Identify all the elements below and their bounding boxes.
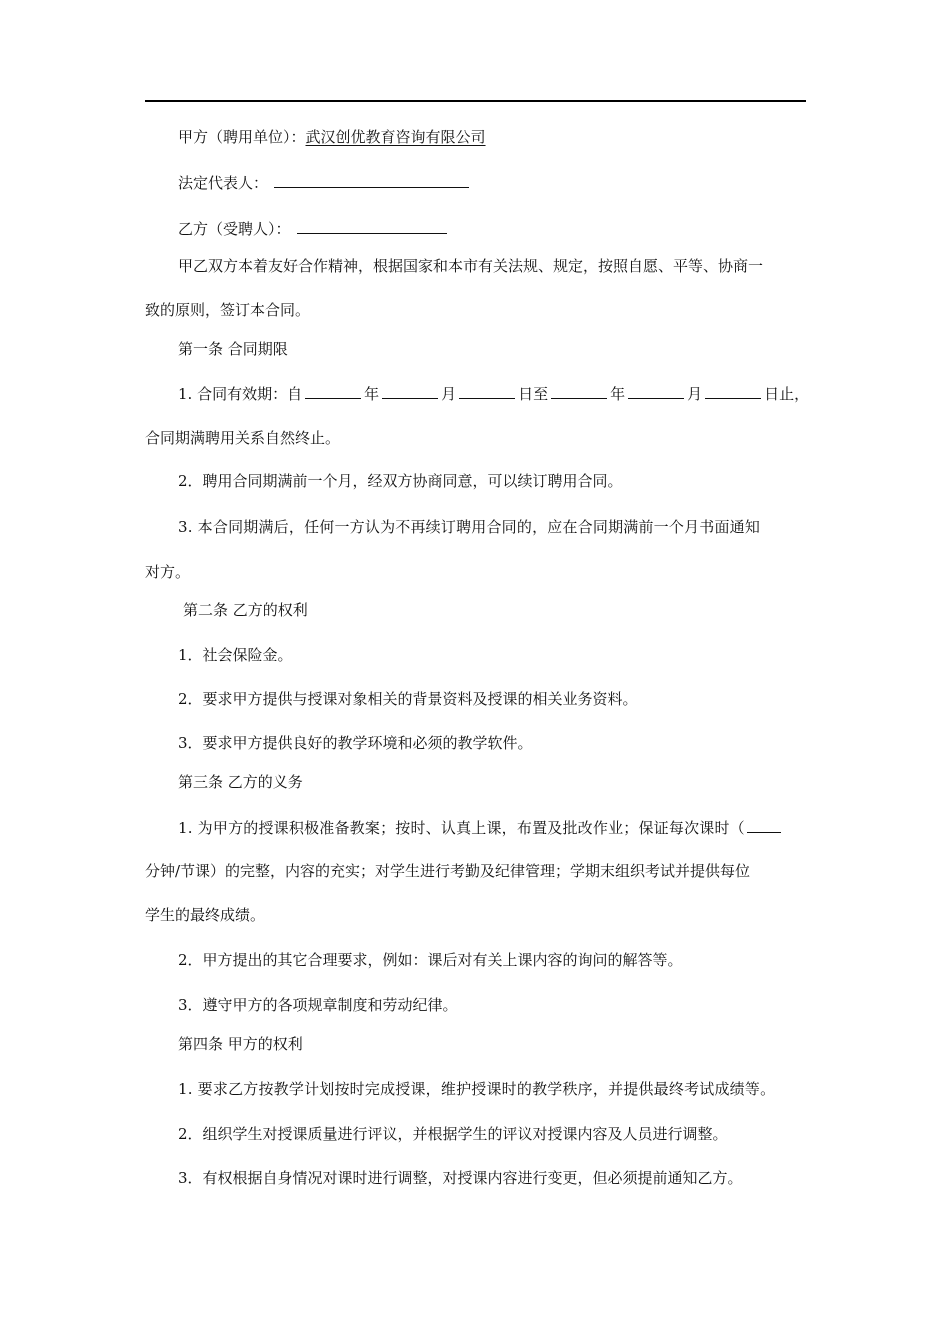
end-year-label: 年: [610, 385, 626, 403]
article-2-title: 第二条 乙方的权利: [183, 601, 308, 619]
article-3-item-1-line-3: 学生的最终成绩。: [145, 906, 266, 924]
party-a-name: 武汉创优教育咨询有限公司: [305, 128, 486, 146]
article-1-item-1-line-2: 合同期满聘用关系自然终止。: [145, 429, 341, 447]
article-4-item-1: 1. 要求乙方按教学计划按时完成授课，维护授课时的教学秩序，并提供最终考试成绩等。: [178, 1080, 776, 1098]
article-2-item-1: 1．社会保险金。: [178, 646, 293, 664]
start-day-blank: [459, 383, 515, 399]
article-4-item-2: 2．组织学生对授课质量进行评议，并根据学生的评议对授课内容及人员进行调整。: [178, 1125, 728, 1143]
minutes-blank: [747, 817, 781, 833]
legal-rep-blank: [274, 172, 469, 188]
article-3-item-1-line-1: [178, 817, 858, 838]
article-4-title: 第四条 甲方的权利: [178, 1035, 303, 1053]
intro-line-1: 甲乙双方本着友好合作精神，根据国家和本市有关法规、规定，按照自愿、平等、协商一: [178, 257, 764, 275]
end-day-label: 日止，: [764, 385, 810, 403]
article-3-title: 第三条 乙方的义务: [178, 773, 303, 791]
article-3-item-1-line-2: 分钟/节课）的完整，内容的充实；对学生进行考勤及纪律管理；学期末组织考试并提供每位: [145, 862, 751, 880]
end-year-blank: [551, 383, 607, 399]
article-1-title: 第一条 合同期限: [178, 340, 288, 358]
party-a-label: 甲方（聘用单位）：: [178, 128, 306, 146]
end-day-blank: [705, 383, 761, 399]
start-year-label: 年: [364, 385, 380, 403]
article-3-item-1-text: 1. 为甲方的授课积极准备教案；按时、认真上课，布置及批改作业；保证每次课时（: [178, 819, 745, 837]
article-4-item-3: 3．有权根据自身情况对课时进行调整，对授课内容进行变更，但必须提前通知乙方。: [178, 1169, 743, 1187]
start-year-blank: [305, 383, 361, 399]
start-day-label: 日至: [518, 385, 549, 403]
party-b-blank: [297, 218, 447, 234]
article-1-item-1-line-1: [178, 383, 858, 404]
article-2-item-2: 2．要求甲方提供与授课对象相关的背景资料及授课的相关业务资料。: [178, 690, 638, 708]
party-b-label: 乙方（受聘人）：: [178, 220, 291, 238]
article-2-item-3: 3．要求甲方提供良好的教学环境和必须的教学软件。: [178, 734, 533, 752]
article-1-item-2: 2．聘用合同期满前一个月，经双方协商同意，可以续订聘用合同。: [178, 472, 623, 490]
legal-rep-label: 法定代表人：: [178, 174, 269, 192]
article-1-item-3-line-1: 3. 本合同期满后，任何一方认为不再续订聘用合同的，应在合同期满前一个月书面通知: [178, 518, 761, 536]
end-month-label: 月: [687, 385, 703, 403]
article-3-item-2: 2．甲方提出的其它合理要求，例如：课后对有关上课内容的询问的解答等。: [178, 951, 683, 969]
contract-period-prefix: 1. 合同有效期：自: [178, 385, 303, 403]
legal-representative-line: [178, 172, 858, 193]
article-3-item-3: 3．遵守甲方的各项规章制度和劳动纪律。: [178, 996, 458, 1014]
intro-line-2: 致的原则，签订本合同。: [145, 301, 311, 319]
end-month-blank: [628, 383, 684, 399]
party-b-line: [178, 218, 858, 239]
header-rule: [145, 100, 806, 102]
article-1-item-3-line-2: 对方。: [145, 563, 191, 581]
start-month-label: 月: [441, 385, 457, 403]
party-a-line: [178, 127, 858, 147]
start-month-blank: [382, 383, 438, 399]
